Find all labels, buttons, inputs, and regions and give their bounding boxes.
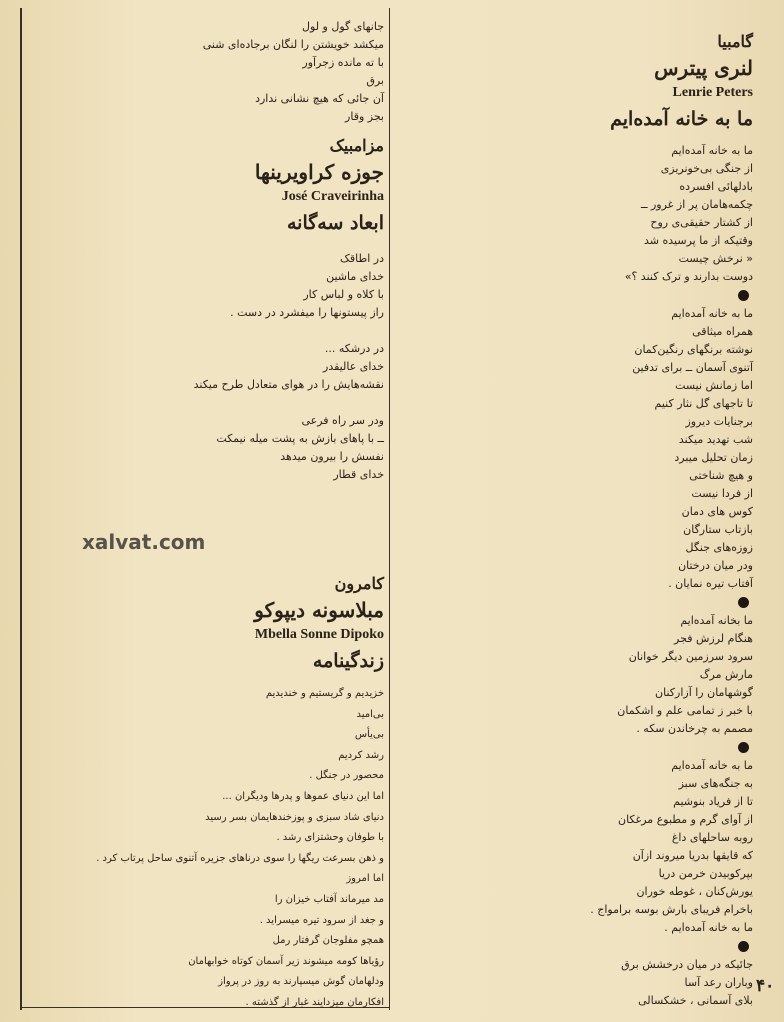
poem-line: دنیای شاد سبزی و پوزخندهایمان بسر رسید	[205, 811, 384, 823]
poem-line: زمان تحلیل میبرد	[674, 451, 753, 464]
poem-line: جانهای گول و لول	[302, 20, 384, 33]
poem-line: و ذهن بسرعت ریگها را سوی درناهای جزیره آتنوی ساحل پرتاب کرد .	[96, 852, 384, 864]
poem-line: مارش مرگ	[699, 668, 753, 681]
left-column	[24, 18, 384, 1014]
poem-line: خزیدیم و گریستیم و خندیدیم	[265, 688, 384, 699]
poem-body	[418, 142, 753, 1010]
poem-line: از آوای گرم و مطبوع مرغکان	[617, 813, 753, 826]
poem-line: باخرام فریبای بارش بوسه براموا‌ج .	[590, 903, 753, 916]
poem-line: برق	[366, 74, 384, 87]
poem-line: سرود سرزمین دیگر خوانان	[628, 650, 753, 663]
poem-line: در درشکه ...	[324, 342, 384, 355]
left-border-rule	[20, 8, 22, 1010]
poem-line: جائیکه در میان درخشش برق	[621, 958, 753, 971]
poem-line: گوشهامان را آزارکنان	[655, 686, 753, 699]
poem-line: و جغد از سرود تیره میسراید .	[259, 914, 384, 926]
poem-line: همراه میثاقی	[692, 325, 753, 338]
poem-line: به جنگه‌های سبز	[678, 777, 753, 790]
poem-line: آفتاب تیره نمایان .	[668, 577, 753, 590]
poem-line: برجنایات دیروز	[685, 415, 753, 428]
poem-title-biography: زندگینامه	[312, 650, 384, 672]
poem-line: ما به خانه آمده‌ایم	[671, 144, 753, 157]
poem-line: تا تاجهای گل نثار کنیم	[654, 397, 753, 410]
poem-line: مصمم به چرخاندن سکه .	[636, 722, 753, 735]
poem-title: ما به خانه آمده‌ایم	[610, 108, 753, 130]
poem-line: ما به خانه آمده‌ایم	[671, 759, 753, 772]
poem-title-three-dimensions: ابعاد سه‌گانه	[286, 212, 384, 234]
poem-line: خدای ماشین	[326, 270, 384, 283]
poem-body-dipoko	[24, 684, 384, 1014]
poem-line: بلای آسمانی ، خشکسالی	[638, 994, 753, 1007]
poem-line: نقشه‌هایش را در هوای متعادل طرح میکند	[193, 378, 384, 391]
poem-line: ودر میان درختان	[678, 559, 753, 572]
poet-name-latin: Lenrie Peters	[672, 85, 753, 100]
poem-line: با خبر ز تمامی علم و اشکمان	[617, 704, 753, 717]
poem-line: در اطاقک	[340, 252, 384, 265]
poem-line: از جنگی بی‌خونریزی	[660, 162, 753, 175]
stanza-bullet-icon	[738, 742, 749, 753]
poem-line: کوس های دمان	[681, 505, 753, 518]
poem-line: دوست بدارند و ترک کنند ؟»	[624, 270, 753, 283]
poet-name-persian: لنری پیترس	[654, 56, 753, 80]
poem-line: نوشته برنگهای رنگین‌کمان	[634, 343, 753, 356]
poem-line: ما بخانه آمده‌ایم	[680, 614, 753, 627]
poem-line: که قایقها بدریا میروند ازآن	[632, 849, 753, 862]
poem-line: از کشتار حقیقی‌ی روح	[650, 216, 753, 229]
country-heading-cameroon: کامرون	[334, 574, 384, 593]
poem-line: خدای قطار	[333, 468, 384, 481]
poem-line: مد میرماند آفتاب خیزان را	[274, 893, 384, 905]
poem-line: وباران رعد آسا	[684, 976, 753, 989]
poem-line: با کلاه و لباس کار	[303, 288, 384, 301]
poem-line: بپرکوبیدن خرمن دریا	[658, 867, 753, 880]
page-number: ۴۰	[756, 976, 775, 996]
poem-line: ودر سر راه فرعی	[301, 414, 384, 427]
poem-line: افکارمان میزدایند غبار از گذشته .	[245, 996, 384, 1008]
poet-name-persian-dipoko: مبلاسونه دیپوکو	[254, 598, 384, 622]
poem-line: و هیچ شناختی	[689, 469, 753, 482]
poem-line: با طوفان وحشتزای رشد .	[276, 832, 384, 844]
poem-line: اما زمانش نیست	[675, 379, 753, 392]
poem-line: بجز وقار	[345, 110, 384, 123]
poet-name-latin-dipoko: Mbella Sonne Dipoko	[254, 627, 384, 642]
poem-line: ودلهامان گوش میسپارند به روز در پرواز	[218, 976, 384, 988]
poem-line: وقتیکه از ما پرسیده شد	[644, 234, 753, 247]
poem-line: رؤیاها کومه میشوند زیر آسمان کوتاه خوابهامان	[188, 955, 384, 967]
poem-continuation	[24, 18, 384, 126]
stanza-bullet-icon	[738, 597, 749, 608]
poet-name-persian-craveirinha: جوزه کراویرینها	[254, 160, 384, 184]
poem-body-craveirinha	[24, 250, 384, 484]
poem-line: خدای عالیقدر	[323, 360, 384, 373]
poem-line: تا از فریاد بنوشیم	[673, 795, 753, 808]
poem-line: همچو مفلوجان گرفتار رمل	[272, 935, 384, 947]
poem-line: بی‌امید	[356, 708, 384, 720]
poem-line: ما به خانه آمده‌ایم	[671, 307, 753, 320]
poem-line: « نرخش چیست	[678, 252, 753, 265]
poem-line: چکمه‌هامان پر از غرور ــ	[641, 198, 753, 211]
country-heading-mozambique: مزامبیک	[329, 136, 384, 155]
poem-line: بازتاب ستارگان	[683, 523, 753, 536]
right-column	[418, 30, 753, 1010]
poem-line: آتنوی آسمان ــ برای تدفین	[632, 361, 753, 374]
poem-line: از فردا نیست	[691, 487, 753, 500]
poem-line: بی‌یأس	[354, 729, 384, 741]
poem-line: یورش‌کنان ، غوطه خوران	[636, 885, 753, 898]
poem-line: نفسش را بیرون میدهد	[280, 450, 384, 463]
poet-name-latin-craveirinha: José Craveirinha	[281, 189, 384, 204]
poem-line: هنگام لرزش فجر	[674, 632, 753, 645]
poem-line: آن جائی که هیچ نشانی ندارد	[255, 92, 384, 105]
poem-line: رشد کردیم	[338, 749, 384, 761]
poem-line: با ته مانده زجرآور	[302, 56, 384, 69]
poem-line: ما به خانه آمده‌ایم .	[664, 921, 753, 934]
poem-line: میکشد خویشتن را لنگان برجاده‌ای شنی	[202, 38, 384, 51]
poem-line: اما این دنیای عموها و پدرها ودیگران ...	[222, 790, 384, 802]
poem-line: روبه ساحلهای داغ	[671, 831, 753, 844]
country-heading: گامبیا	[717, 32, 753, 51]
poem-line: محصور در جنگل .	[309, 770, 384, 782]
poem-line: ــ با پاهای بازش به پشت میله نیمکت	[216, 432, 384, 445]
poem-line: زوزه‌های جنگل	[685, 541, 753, 554]
poem-line: بادلهائی افسرده	[679, 180, 753, 193]
stanza-bullet-icon	[738, 941, 749, 952]
poem-line: راز پیستونها را میفشرد در دست .	[230, 306, 384, 319]
watermark-text: xalvat.com	[82, 530, 206, 554]
column-divider-rule	[389, 8, 390, 1010]
poem-line: شب تهدید میکند	[678, 433, 753, 446]
stanza-bullet-icon	[738, 290, 749, 301]
poem-line: اما امروز	[346, 873, 384, 885]
